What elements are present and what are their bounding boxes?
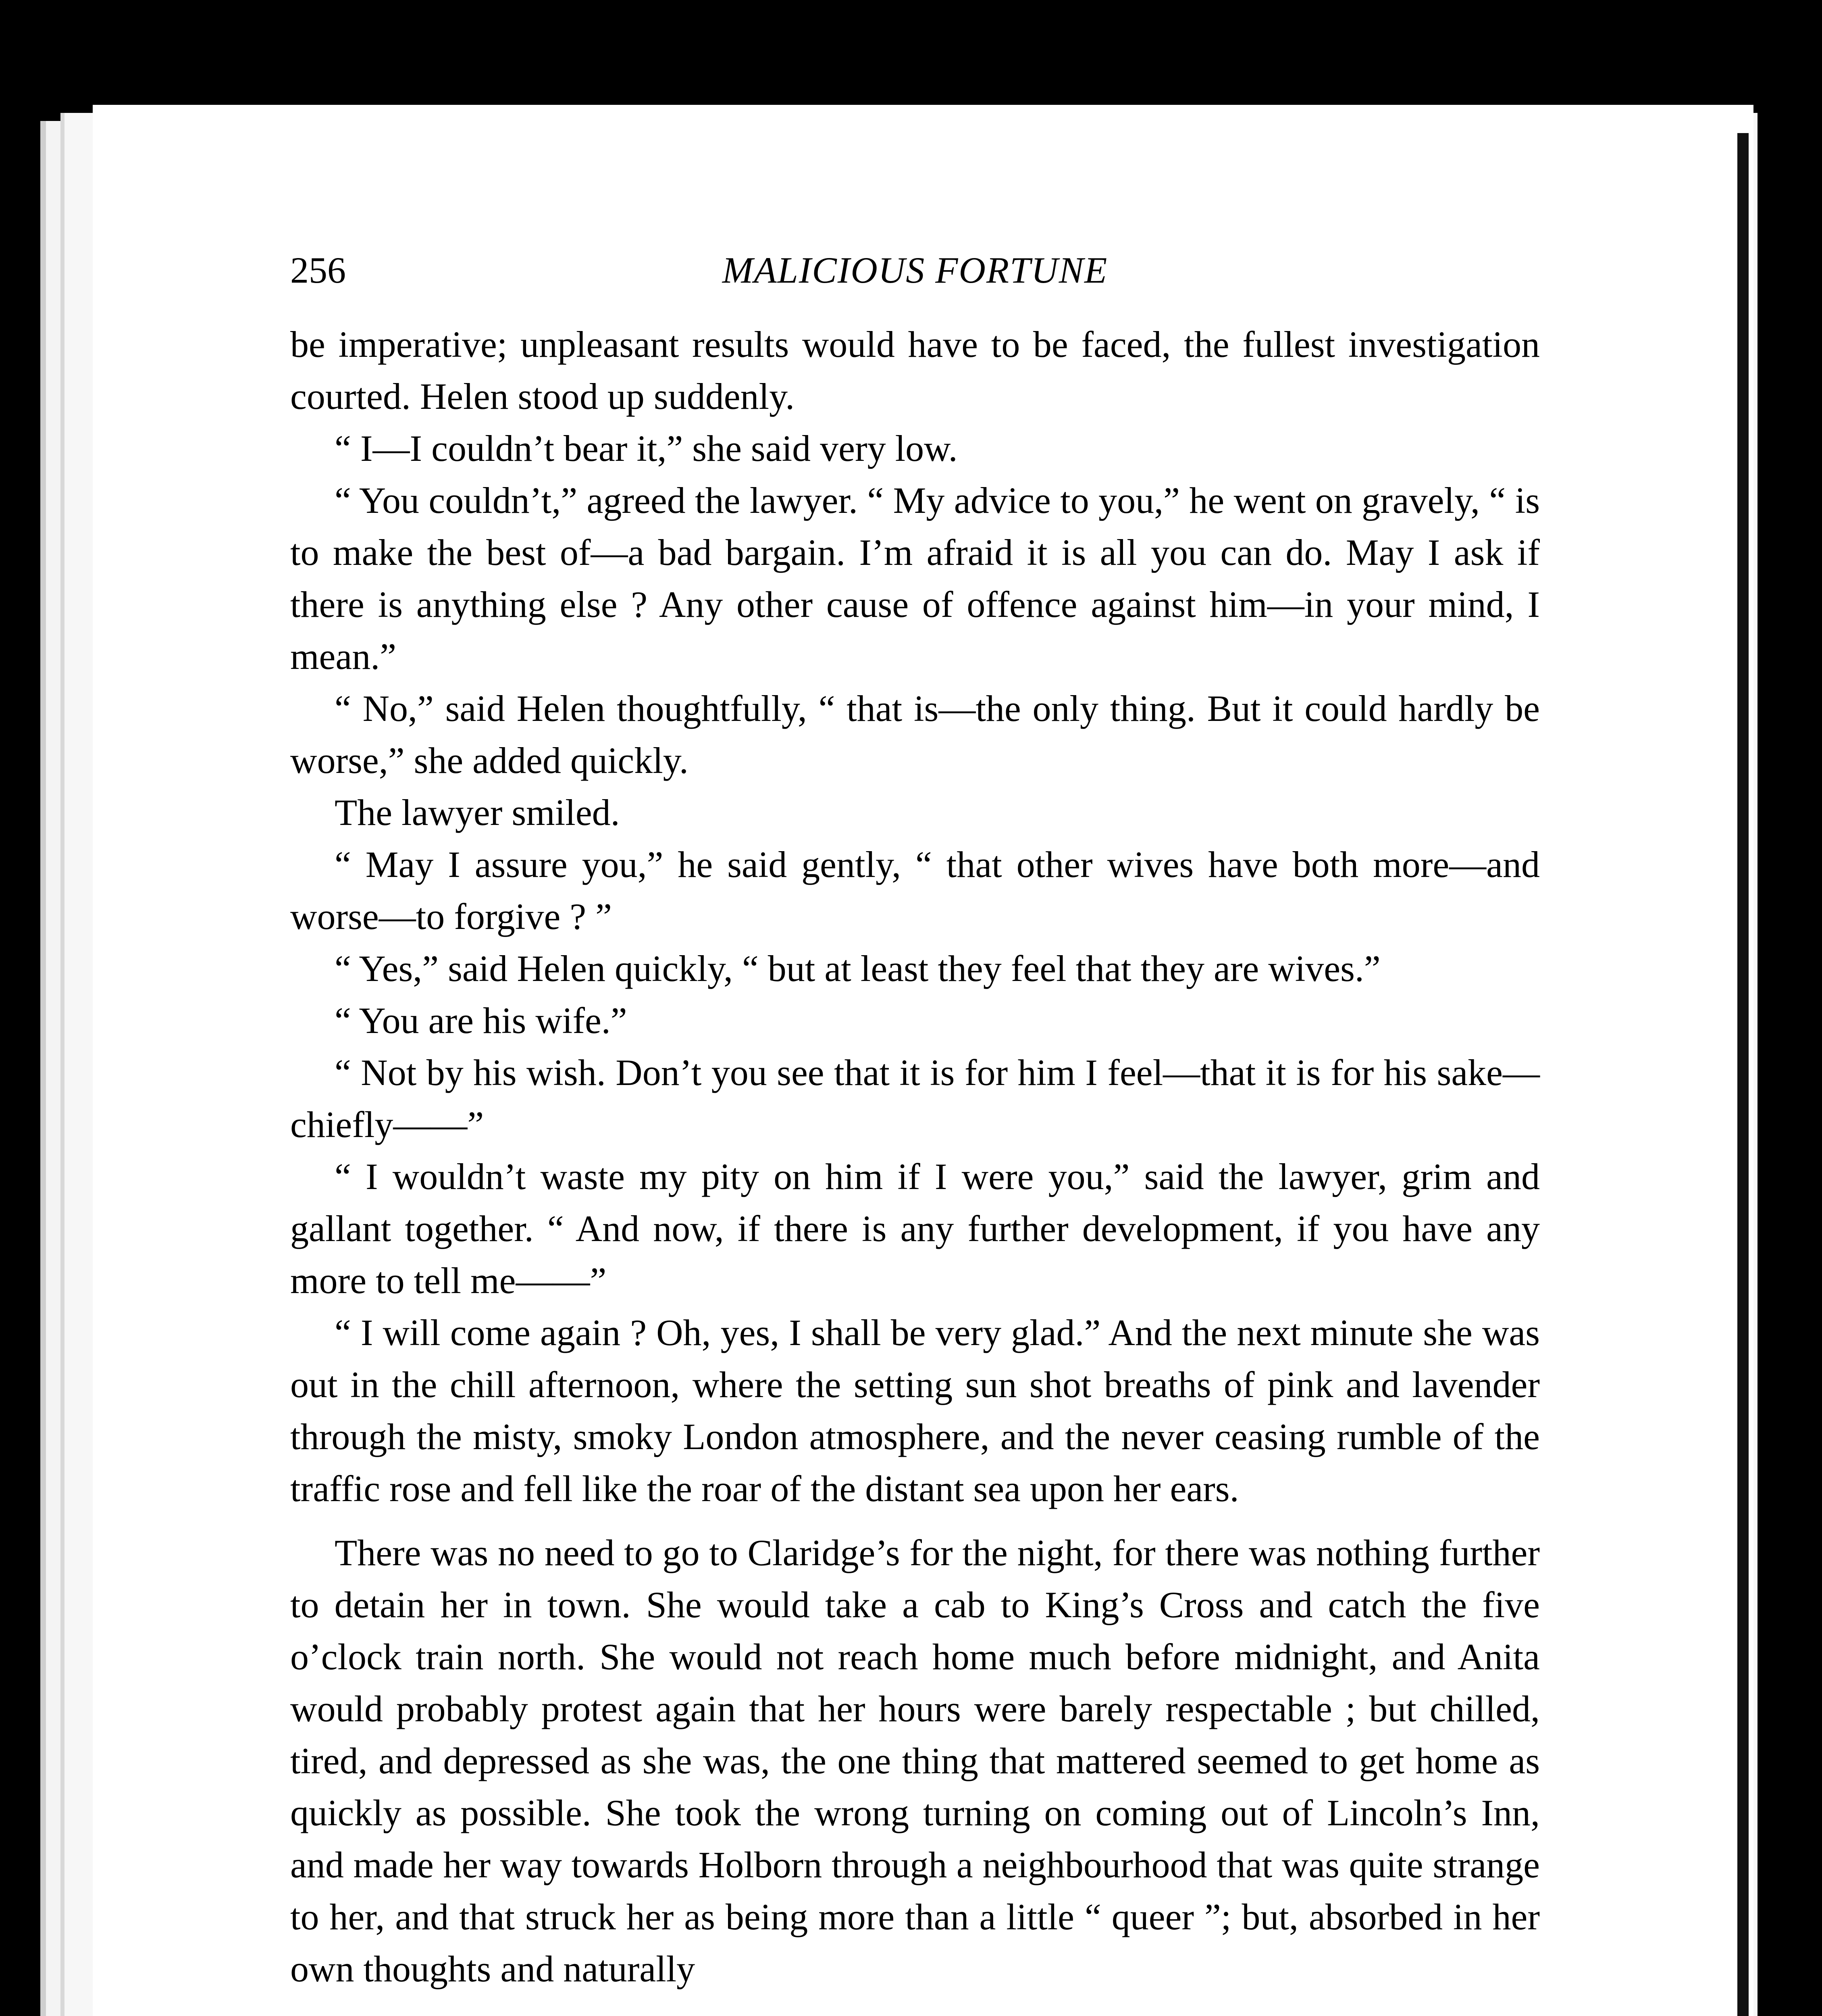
paragraph: “ May I assure you,” he said gently, “ that other wives have both more—and worse—to forgive ? ” xyxy=(290,844,1540,937)
paragraph: “ You couldn’t,” agreed the lawyer. “ My advice to you,” he went on gravely, “ is to make the best of—a bad bargain. I’m afraid it is all you can do. May I ask if there is anything else ? Any other cause of offence against him—in your mind, I mean.” xyxy=(290,480,1540,677)
page-number: 256 xyxy=(290,250,346,291)
paragraph: “ You are his wife.” xyxy=(335,1000,627,1041)
paragraph: be imperative; unpleasant results would have to be faced, the fullest investigation courted. Helen stood up suddenly. xyxy=(290,324,1540,417)
running-head: MALICIOUS FORTUNE xyxy=(722,250,1108,291)
paragraph: “ Not by his wish. Don’t you see that it is for him I feel—that it is for his sake—chiefly——” xyxy=(290,1052,1540,1145)
paragraph: There was no need to go to Claridge’s for the night, for there was nothing further to detain her in town. She would take a cab to King’s Cross and catch the five o’clock train north. She would not reach home much before midnight, and Anita would probably protest again that her hours were barely respectable ; but chilled, tired, and depressed as she was, the one thing that mattered seemed to get home as quickly as possible. She took the wrong turning on coming out of Lincoln’s Inn, and made her way towards Holborn through a neighbourhood that was quite strange to her, and that struck her as being more than a little “ queer ”; but, absorbed in her own thoughts and naturally xyxy=(290,1532,1540,1989)
paragraph: “ I wouldn’t waste my pity on him if I were you,” said the lawyer, grim and gallant together. “ And now, if there is any further development, if you have any more to tell me——” xyxy=(290,1156,1540,1301)
paragraph: “ No,” said Helen thoughtfully, “ that is—the only thing. But it could hardly be worse,” she added quickly. xyxy=(290,688,1540,781)
body-text xyxy=(290,319,1540,1995)
book-spine xyxy=(1737,133,1749,2016)
page-header xyxy=(290,226,1540,314)
paragraph: “ I—I couldn’t bear it,” she said very low. xyxy=(335,428,958,469)
paragraph: The lawyer smiled. xyxy=(335,792,620,833)
paragraph: “ Yes,” said Helen quickly, “ but at least they feel that they are wives.” xyxy=(335,948,1381,989)
paragraph: “ I will come again ? Oh, yes, I shall be very glad.” And the next minute she was out in the chill afternoon, where the setting sun shot breaths of pink and lavender through the misty, smoky London atmosphere, and the never ceasing rumble of the traffic rose and fell like the roar of the distant sea upon her ears. xyxy=(290,1312,1540,1509)
